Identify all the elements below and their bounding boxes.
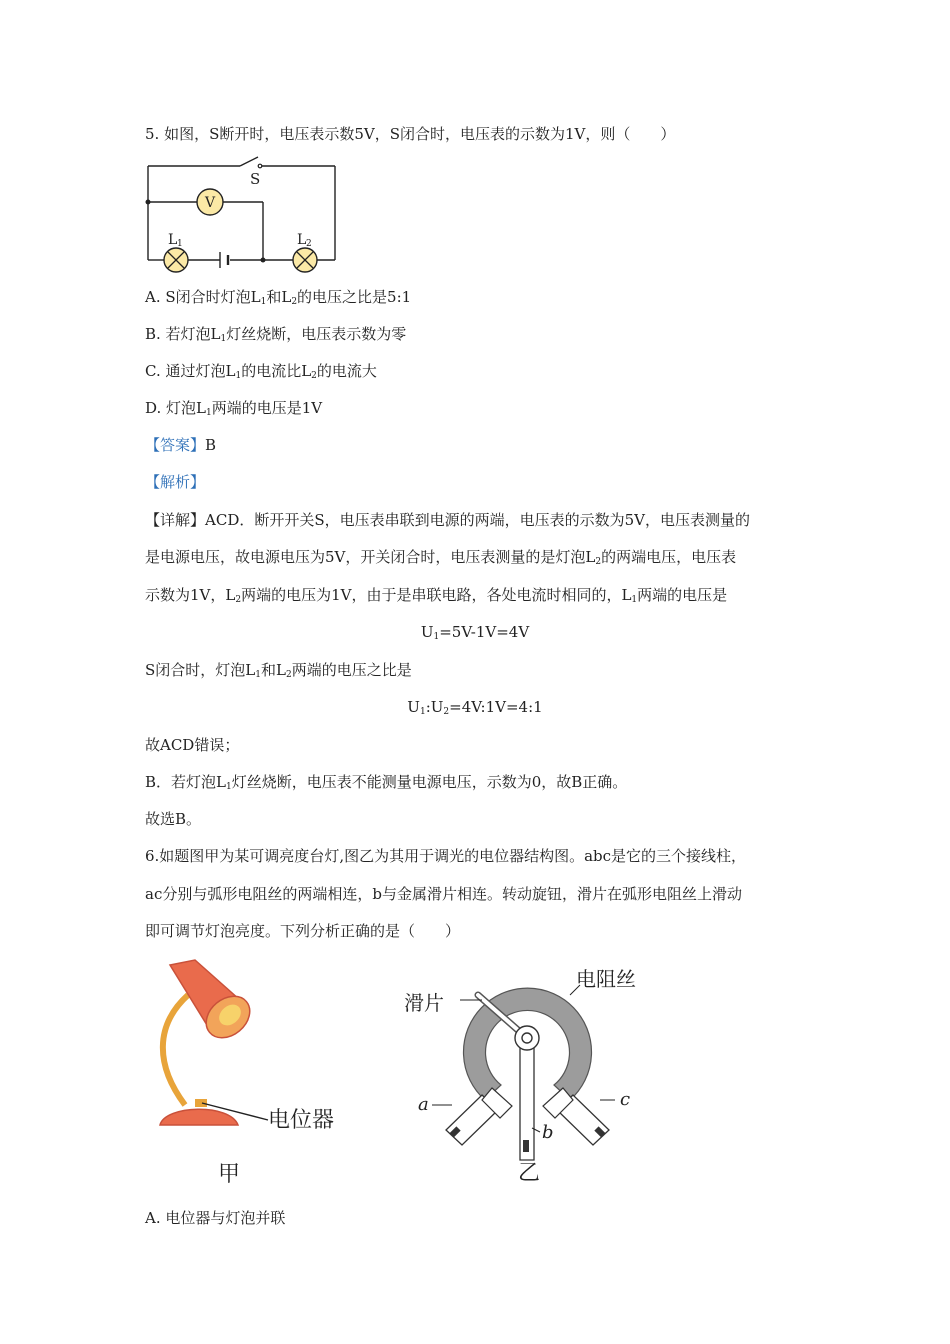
answer-line [145,435,216,455]
figure-b-caption: 乙 [518,1161,541,1186]
choose-line: 故选B。 [145,810,202,828]
resistance-wire-label: 电阻丝 [576,967,636,991]
q6-option-a: A. 电位器与灯泡并联 [145,1209,286,1227]
terminal-b-label: b [542,1122,554,1143]
terminal-c-label: c [620,1089,631,1110]
q5-option-b: B. 若灯泡$L_1$灯丝烧断，电压表示数为零 [145,325,407,344]
detail-line-1: 【详解】ACD．断开开关S，电压表串联到电源的两端，电压表的示数为5V，电压表测量的 [145,511,751,529]
potentiometer-figure [400,960,650,1195]
lamp2-subscript: 2 [306,239,312,249]
q5-option-c: C. 通过灯泡$L_1$的电流比$L_2$的电流大 [145,362,377,381]
desk-lamp-figure [150,955,380,1195]
q6-stem-line-3: 即可调节灯泡亮度。下列分析正确的是（ ） [145,922,461,940]
lamp1-label: L [168,232,178,248]
terminal-a [446,1088,512,1145]
figure-a-caption: 甲 [218,1162,241,1187]
wrong-line: 故ACD错误； [145,736,240,754]
switch-label: S [250,170,261,188]
analysis-tag: 【解析】 [145,473,206,491]
voltmeter-label: V [204,195,216,211]
lamp-arm [163,995,188,1105]
potentiometer-label: 电位器 [268,1108,335,1133]
q6-stem-line-2: ac分别与弧形电阻丝的两端相连，b与金属滑片相连。转动旋钮，滑片在弧形电阻丝上滑动 [145,885,742,903]
q5-option-a: A. S闭合时灯泡$L_1$和$L_2$的电压之比是5:1 [145,288,412,307]
equation-2: $U_1:U_2=4V:1V=4:1$ [407,698,543,717]
potentiometer-knob [195,1099,207,1107]
answer-value: B [205,436,217,454]
terminal-a-label: a [418,1094,429,1115]
b-explanation: B．若灯泡$L_1$灯丝烧断，电压表不能测量电源电压，示数为0，故B正确。 [145,773,628,792]
q5-option-d: D. 灯泡$L_1$两端的电压是1V [145,399,323,418]
detail-line-3: 示数为1V，$L_2$两端的电压为1V，由于是串联电路，各处电流时相同的，$L_1$两端的电压是 [145,586,728,605]
ratio-line: S闭合时，灯泡$L_1$和$L_2$两端的电压之比是 [145,661,412,680]
q5-stem: 5. 如图，S断开时，电压表示数5V，S闭合时，电压表的示数为1V，则（ ） [145,125,676,143]
answer-tag: 【答案】 [145,436,206,454]
terminal-b [520,1044,534,1160]
circuit-diagram [140,152,350,277]
lamp-base [160,1109,238,1125]
equation-1: $U_1=5V-1V=4V$ [420,623,530,642]
lamp2-label: L [297,232,307,248]
q6-stem-line-1: 6.如题图甲为某可调亮度台灯,图乙为其用于调光的电位器结构图。abc是它的三个接线柱， [145,847,747,865]
slider-label: 滑片 [404,991,444,1015]
detail-line-2: 是电源电压，故电源电压为5V，开关闭合时，电压表测量的是灯泡$L_2$的两端电压，电压表 [145,548,737,567]
lamp1-subscript: 1 [177,239,183,249]
